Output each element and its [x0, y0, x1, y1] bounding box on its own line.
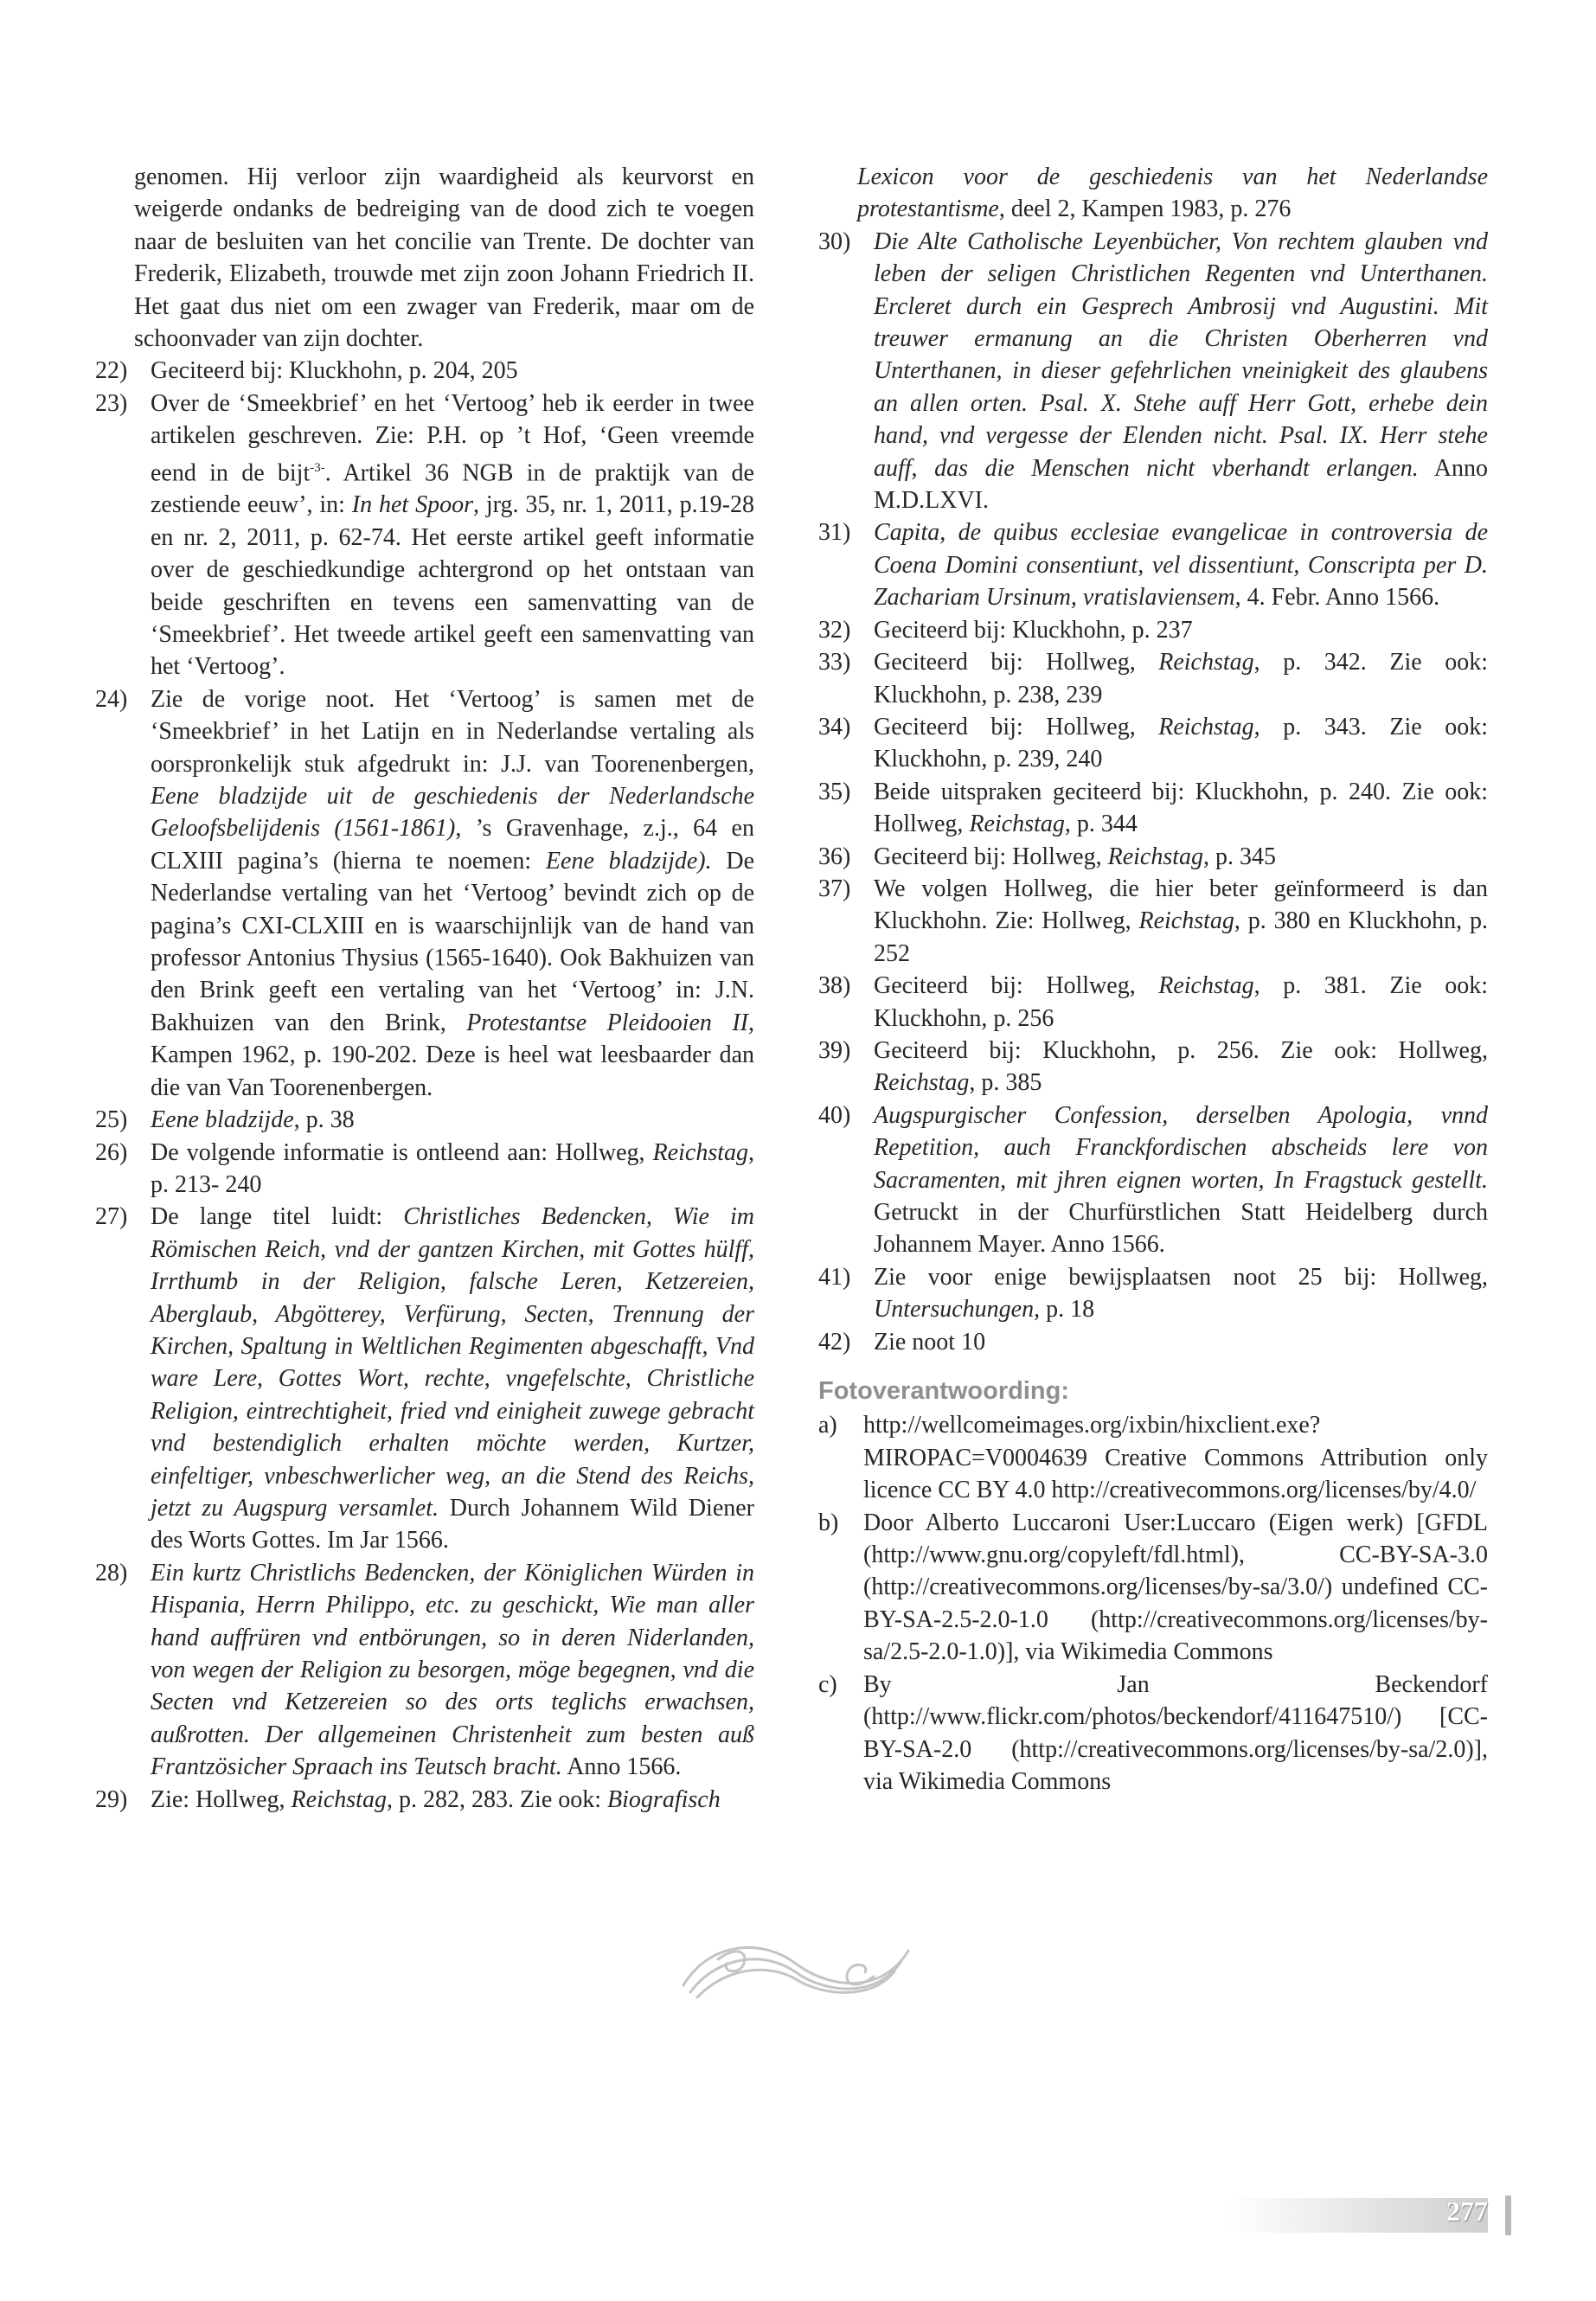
footnote-31	[818, 516, 1488, 613]
footnote-number: 26)	[95, 1138, 128, 1166]
footnote-number: 24)	[95, 685, 128, 713]
footnote-number: 39)	[818, 1036, 851, 1064]
credit-text: Door Alberto Luccaroni User:Luccaro (Eigen werk) [GFDL (http://www.gnu.org/copyleft/fdl.html), CC-BY-SA-3.0 (http://creativecommons.org/licenses/by-sa/3.0/) undefined CC-BY-SA-2.5-2.0-1.0 (http://creativecommons.org/licenses/by-sa/2.5-2.0-1.0)], via Wikimedia Commons	[863, 1509, 1488, 1666]
footnote-text: Ein kurtz Christlichs Bedencken, der Königlichen Würden in Hispania, Herrn Philippo, etc. zu geschickt, Wie man aller hand auffrüren vnd entbörungen, so in deren Niderlanden, von wegen der Religion zu besorgen, möge begegnen, vnd die Secten vnd Ketzereien so des orts teglichs erwachsen, außrotten. Der allgemeinen Christenheit zum besten auß Frantzösicher Spraach ins Teutsch bracht. Anno 1566.	[151, 1559, 754, 1781]
footnote-29	[95, 1784, 754, 1816]
footnote-text: Beide uitspraken geciteerd bij: Kluckhohn, p. 240. Zie ook: Hollweg, Reichstag, p. 344	[874, 778, 1488, 838]
footnote-27	[95, 1201, 754, 1556]
footnote-number: 30)	[818, 228, 851, 255]
footnote-text: Capita, de quibus ecclesiae evangelicae in controversia de Coena Domini consentiunt, vel dissentiunt, Conscripta per D. Zachariam Ursinum, vratislaviensem, 4. Febr. Anno 1566.	[874, 519, 1488, 612]
footnote-text: Die Alte Catholische Leyenbücher, Von rechtem glauben vnd leben der seligen Christlichen Regenten vnd Unterthanen. Ercleret durch ein Gesprech Ambrosij vnd Augustini. Mit treuwer ermanung an die Christen Oberherren vnd Unterthanen, in dieser gefehrlichen vneinigkeit des glaubens an allen orten. Psal. X. Stehe auff Herr Gott, erhebe dein hand, vnd vergesse der Elenden nicht. Psal. IX. Herr stehe auff, das die Menschen nicht vberhandt erlangen. Anno M.D.LXVI.	[874, 228, 1488, 515]
footnote-number: 29)	[95, 1785, 128, 1813]
footnote-text: Zie voor enige bewijsplaatsen noot 25 bij: Hollweg, Untersuchungen, p. 18	[874, 1263, 1488, 1324]
photo-credit-a	[818, 1409, 1488, 1506]
footnote-number: 28)	[95, 1559, 128, 1586]
footnote-23	[95, 388, 754, 683]
footnote-text: Geciteerd bij: Hollweg, Reichstag, p. 342. Zie ook: Kluckhohn, p. 238, 239	[874, 649, 1488, 708]
photo-credit-b	[818, 1507, 1488, 1669]
footnote-42	[818, 1326, 1488, 1358]
footnote-number: 42)	[818, 1328, 851, 1356]
footnote-37	[818, 873, 1488, 970]
footnote-text: Geciteerd bij: Hollweg, Reichstag, p. 343. Zie ook: Kluckhohn, p. 239, 240	[874, 713, 1488, 773]
footnote-35	[818, 776, 1488, 841]
footnote-text: Augspurgischer Confession, derselben Apologia, vnnd Repetition, auch Franckfordischen abscheids lere von Sacramenten, mit jhren eignen worten, In Fragstuck gestellt. Getruckt in der Churfürstlichen Statt Heidelberg durch Johannem Mayer. Anno 1566.	[874, 1101, 1488, 1259]
footnote-number: 27)	[95, 1203, 128, 1231]
credit-label: a)	[818, 1412, 837, 1439]
footnote-text: Over de ‘Smeekbrief’ en het ‘Vertoog’ heb ik eerder in twee artikelen geschreven. Zie: P.H. op ’t Hof, ‘Geen vreemde eend in de bijt$^{-3-}$. Artikel 36 NGB in de praktijk van de zestiende eeuw’, in: In het Spoor, jrg. 35, nr. 1, 2011, p.19-28 en nr. 2, 2011, p. 62-74. Het eerste artikel geeft informatie over de geschiedkundige achtergrond op het ontstaan van beide geschriften en tevens een samenvatting van de ‘Smeekbrief’. Het tweede artikel geeft een samenvatting van het ‘Vertoog’.	[151, 389, 755, 681]
footnote-33	[818, 646, 1488, 711]
footnote-28	[95, 1557, 754, 1784]
footnote-number: 40)	[818, 1101, 851, 1129]
footnote-text: De volgende informatie is ontleend aan: Hollweg, Reichstag, p. 213- 240	[151, 1138, 754, 1198]
footnote-number: 36)	[818, 843, 851, 870]
credit-text: By Jan Beckendorf (http://www.flickr.com/photos/beckendorf/411647510/) [CC-BY-SA-2.0 (http://creativecommons.org/licenses/by-sa/2.0)], via Wikimedia Commons	[863, 1670, 1488, 1795]
footnote-text: Geciteerd bij: Hollweg, Reichstag, p. 381. Zie ook: Kluckhohn, p. 256	[874, 972, 1488, 1032]
note-29-continuation: Lexicon voor de geschiedenis van het Nederlandse protestantisme, deel 2, Kampen 1983, p. 276	[857, 163, 1488, 223]
footnote-text: De lange titel luidt: Christliches Bedencken, Wie im Römischen Reich, vnd der gantzen Kirchen, mit Gottes hülff, Irrthumb in der Religion, falsche Leren, Ketzereien, Aberglaub, Abgötterey, Verfürung, Secten, Trennung der Kirchen, Spaltung in Weltlichen Regimenten abgeschafft, Vnd ware Lere, Gottes Wort, rechte, vngefelschte, Christliche Religion, eintrechtigheit, fried vnd einigheit zuwege gebracht vnd bestendiglich erhalten möchte werden, Kurtzer, einfeltiger, vnbeschwerlicher weg, an die Stend des Reichs, jetzt zu Augspurg versamlet. Durch Johannem Wild Diener des Worts Gottes. Im Jar 1566.	[151, 1203, 755, 1554]
credit-label: b)	[818, 1509, 839, 1536]
flourish-ornament-icon	[666, 1925, 926, 2011]
footnote-32	[818, 614, 1488, 646]
left-column	[95, 161, 754, 1816]
footnote-text: Zie: Hollweg, Reichstag, p. 282, 283. Zie ook: Biografisch	[151, 1785, 721, 1813]
footnote-text: Zie noot 10	[874, 1328, 986, 1356]
footnote-text: Eene bladzijde, p. 38	[151, 1106, 355, 1134]
footnote-36	[818, 841, 1488, 873]
footnote-text: Geciteerd bij: Kluckhohn, p. 256. Zie ook: Hollweg, Reichstag, p. 385	[874, 1036, 1488, 1097]
footnote-text: Geciteerd bij: Hollweg, Reichstag, p. 345	[874, 843, 1277, 870]
footnote-text: Geciteerd bij: Kluckhohn, p. 237	[874, 616, 1193, 644]
footnote-26	[95, 1137, 754, 1202]
footnote-38	[818, 970, 1488, 1035]
footnote-30	[818, 226, 1488, 517]
footnote-24	[95, 683, 754, 1104]
footnote-number: 33)	[818, 649, 851, 676]
footnote-number: 23)	[95, 389, 128, 417]
footnote-text: Geciteerd bij: Kluckhohn, p. 204, 205	[151, 357, 518, 385]
photo-credit-c	[818, 1669, 1488, 1798]
footnote-number: 41)	[818, 1263, 851, 1291]
footnote-number: 35)	[818, 778, 851, 805]
page-number: 277	[1446, 2195, 1488, 2227]
footnote-text: Zie de vorige noot. Het ‘Vertoog’ is samen met de ‘Smeekbrief’ in het Latijn en in Nederlandse vertaling als oorspronkelijk stuk afgedrukt in: J.J. van Toorenenbergen, Eene bladzijde uit de geschiedenis der Nederlandsche Geloofsbelijdenis (1561-1861), ’s Gravenhage, z.j., 64 en CLXIII pagina’s (hierna te noemen: Eene bladzijde). De Nederlandse vertaling van het ‘Vertoog’ bevindt zich op de pagina’s CXI-CLXIII en is waarschijnlijk van de hand van professor Antonius Thysius (1565-1640). Ook Bakhuizen van den Brink geeft een vertaling van het ‘Vertoog’ in: J.N. Bakhuizen van den Brink, Protestantse Pleidooien II, Kampen 1962, p. 190-202. Deze is heel wat leesbaarder dan die van Van Toorenenbergen.	[151, 685, 755, 1101]
footnote-22	[95, 355, 754, 387]
footnote-39	[818, 1035, 1488, 1099]
footnote-34	[818, 711, 1488, 776]
footnote-40	[818, 1099, 1488, 1261]
page-edge-mark	[1505, 2195, 1511, 2235]
footnote-number: 34)	[818, 713, 851, 740]
footnote-25	[95, 1104, 754, 1136]
right-column	[818, 161, 1488, 1798]
credit-label: c)	[818, 1670, 837, 1698]
note-21-continuation: genomen. Hij verloor zijn waardigheid als keurvorst en weigerde ondanks de bedreiging van de dood zich te voegen naar de besluiten van het concilie van Trente. De dochter van Frederik, Elizabeth, trouwde met zijn zoon Johann Friedrich II. Het gaat dus niet om een zwager van Frederik, maar om de schoonvader van zijn dochter.	[134, 163, 754, 353]
footnote-41	[818, 1261, 1488, 1326]
credit-text: http://wellcomeimages.org/ixbin/hixclient.exe?MIROPAC=V0004639 Creative Commons Attribution only licence CC BY 4.0 http://creativecommons.org/licenses/by/4.0/	[863, 1412, 1488, 1504]
footnote-number: 22)	[95, 357, 128, 385]
footnote-number: 37)	[818, 875, 851, 902]
footnote-number: 38)	[818, 972, 851, 1000]
footnote-number: 32)	[818, 616, 851, 644]
footnote-number: 31)	[818, 519, 851, 547]
photo-credits-heading: Fotoverantwoording:	[818, 1377, 1069, 1406]
footnote-number: 25)	[95, 1106, 128, 1134]
footnote-text: We volgen Hollweg, die hier beter geïnformeerd is dan Kluckhohn. Zie: Hollweg, Reichstag, p. 380 en Kluckhohn, p. 252	[874, 875, 1488, 967]
